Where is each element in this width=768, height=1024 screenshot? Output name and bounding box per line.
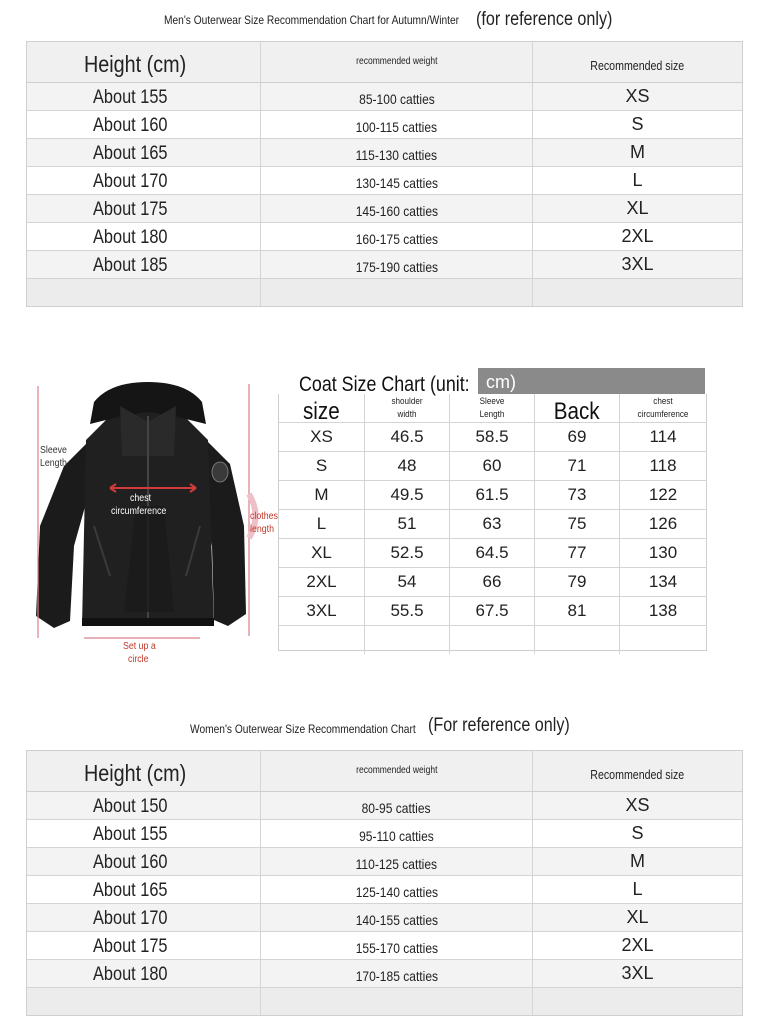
- weight-cell: 145-160 catties: [355, 203, 438, 219]
- womens-recommendation-table: [26, 750, 743, 1016]
- sleeve-cell: 61.5: [450, 481, 535, 509]
- size-cell: L: [632, 879, 643, 899]
- table-row: [279, 538, 706, 567]
- table-header: [27, 42, 742, 83]
- clothes-length-label: clothes length: [250, 511, 278, 535]
- shoulder-cell: 48: [365, 452, 450, 480]
- table-row: [27, 876, 742, 904]
- size-cell: L: [632, 170, 643, 190]
- height-cell: About 170: [93, 171, 168, 192]
- coat-size-chart: [278, 368, 705, 650]
- weight-header: recommended weight: [355, 765, 438, 776]
- table-footer-row: [27, 988, 742, 1015]
- womens-rows: [27, 792, 742, 988]
- table-row: [27, 848, 742, 876]
- size-cell: 3XL: [621, 254, 654, 274]
- table-row: [27, 960, 742, 988]
- back-column-header: Back: [554, 398, 600, 425]
- coat-chart-unit: cm): [486, 372, 516, 392]
- height-cell: About 170: [93, 908, 168, 929]
- weight-cell: 80-95 catties: [362, 800, 431, 816]
- weight-cell: 95-110 catties: [359, 828, 434, 844]
- table-row: [27, 139, 742, 167]
- weight-cell: 175-190 catties: [355, 259, 438, 275]
- chest-circumference-header: chest circumference: [637, 396, 689, 419]
- table-row: [27, 223, 742, 251]
- back-cell: 71: [535, 452, 620, 480]
- weight-cell: 100-115 catties: [355, 119, 438, 135]
- size-cell: XL: [626, 907, 649, 927]
- size-cell: M: [279, 481, 365, 509]
- shoulder-cell: 51: [365, 510, 450, 538]
- size-cell: S: [279, 452, 365, 480]
- size-cell: 3XL: [279, 597, 365, 625]
- size-cell: L: [279, 510, 365, 538]
- chest-cell: 138: [648, 601, 678, 620]
- mens-recommendation-table: [26, 41, 743, 307]
- height-cell: About 180: [93, 964, 168, 985]
- table-row: [279, 509, 706, 538]
- size-cell: XL: [279, 539, 365, 567]
- coat-table-footer-row: [279, 625, 706, 654]
- size-cell: M: [630, 142, 645, 162]
- coat-chart-title: Coat Size Chart (unit:: [299, 373, 470, 396]
- height-cell: About 155: [93, 87, 168, 108]
- sleeve-cell: 64.5: [450, 539, 535, 567]
- table-row: [279, 567, 706, 596]
- hem-circumference-label: Set up a circle: [123, 641, 156, 665]
- height-cell: About 160: [93, 115, 168, 136]
- back-cell: 73: [535, 481, 620, 509]
- size-cell: XL: [626, 198, 649, 218]
- jacket-illustration: [24, 376, 278, 676]
- back-cell: 79: [535, 568, 620, 596]
- chest-cell: 118: [649, 456, 677, 475]
- mens-chart-title: Men's Outerwear Size Recommendation Chart for Autumn/Winter: [164, 13, 460, 27]
- weight-cell: 155-170 catties: [355, 940, 438, 956]
- shoulder-cell: 46.5: [365, 423, 450, 451]
- jacket-measurement-figure: [24, 376, 278, 676]
- sleeve-cell: 58.5: [450, 423, 535, 451]
- size-cell: S: [631, 823, 644, 843]
- table-row: [27, 932, 742, 960]
- height-cell: About 165: [93, 143, 168, 164]
- table-row: [279, 480, 706, 509]
- size-cell: XS: [625, 795, 650, 815]
- weight-cell: 110-125 catties: [355, 856, 438, 872]
- back-cell: 69: [535, 423, 620, 451]
- size-cell: S: [631, 114, 644, 134]
- coat-table-header: [279, 394, 706, 425]
- table-row: [27, 111, 742, 139]
- shoulder-width-header: shoulder width: [391, 396, 423, 419]
- back-cell: 81: [535, 597, 620, 625]
- shoulder-cell: 52.5: [365, 539, 450, 567]
- weight-header: recommended weight: [355, 56, 438, 67]
- weight-cell: 160-175 catties: [355, 231, 438, 247]
- sleeve-length-header: Sleeve Length: [479, 396, 505, 419]
- sleeve-length-label: Sleeve Length: [40, 445, 67, 469]
- height-header: Height (cm): [84, 51, 187, 77]
- chest-cell: 122: [648, 485, 678, 504]
- size-cell: XS: [625, 86, 650, 106]
- height-cell: About 160: [93, 852, 168, 873]
- size-cell: 2XL: [279, 568, 365, 596]
- chest-circumference-label: chest circumference: [110, 493, 166, 517]
- shoulder-cell: 55.5: [365, 597, 450, 625]
- size-cell: 2XL: [621, 935, 654, 955]
- weight-cell: 115-130 catties: [355, 147, 438, 163]
- table-row: [279, 451, 706, 480]
- table-row: [27, 820, 742, 848]
- sleeve-cell: 60: [450, 452, 535, 480]
- mens-chart-note: (for reference only): [476, 9, 613, 30]
- chest-cell: 126: [648, 514, 678, 533]
- table-row: [27, 792, 742, 820]
- sleeve-cell: 67.5: [450, 597, 535, 625]
- weight-cell: 125-140 catties: [355, 884, 438, 900]
- table-row: [27, 195, 742, 223]
- shoulder-cell: 54: [365, 568, 450, 596]
- height-cell: About 185: [93, 255, 168, 276]
- height-cell: About 180: [93, 227, 168, 248]
- back-cell: 77: [535, 539, 620, 567]
- size-column-header: size: [303, 398, 340, 425]
- chest-cell: 130: [648, 543, 678, 562]
- table-row: [279, 422, 706, 451]
- weight-cell: 170-185 catties: [355, 968, 438, 984]
- table-footer-row: [27, 279, 742, 306]
- height-cell: About 150: [93, 796, 168, 817]
- height-cell: About 175: [93, 199, 168, 220]
- table-row: [279, 596, 706, 625]
- sleeve-cell: 66: [450, 568, 535, 596]
- womens-chart-note: (For reference only): [428, 715, 570, 736]
- size-cell: 2XL: [621, 226, 654, 246]
- chest-cell: 134: [648, 572, 678, 591]
- weight-cell: 85-100 catties: [358, 91, 435, 107]
- height-cell: About 165: [93, 880, 168, 901]
- size-header: Recommended size: [590, 59, 685, 73]
- table-row: [27, 251, 742, 279]
- weight-cell: 130-145 catties: [355, 175, 438, 191]
- table-row: [27, 83, 742, 111]
- size-cell: XS: [279, 423, 365, 451]
- coat-table: [278, 394, 707, 651]
- table-header: [27, 751, 742, 792]
- height-cell: About 155: [93, 824, 168, 845]
- size-cell: 3XL: [621, 963, 654, 983]
- chest-cell: 114: [649, 427, 677, 446]
- table-row: [27, 904, 742, 932]
- size-header: Recommended size: [590, 768, 685, 782]
- height-header: Height (cm): [84, 760, 187, 786]
- womens-chart-title: Women's Outerwear Size Recommendation Chart: [190, 722, 416, 736]
- shoulder-cell: 49.5: [365, 481, 450, 509]
- back-cell: 75: [535, 510, 620, 538]
- height-cell: About 175: [93, 936, 168, 957]
- coat-rows: [279, 422, 706, 625]
- sleeve-cell: 63: [450, 510, 535, 538]
- size-cell: M: [630, 851, 645, 871]
- mens-rows: [27, 83, 742, 279]
- table-row: [27, 167, 742, 195]
- weight-cell: 140-155 catties: [355, 912, 438, 928]
